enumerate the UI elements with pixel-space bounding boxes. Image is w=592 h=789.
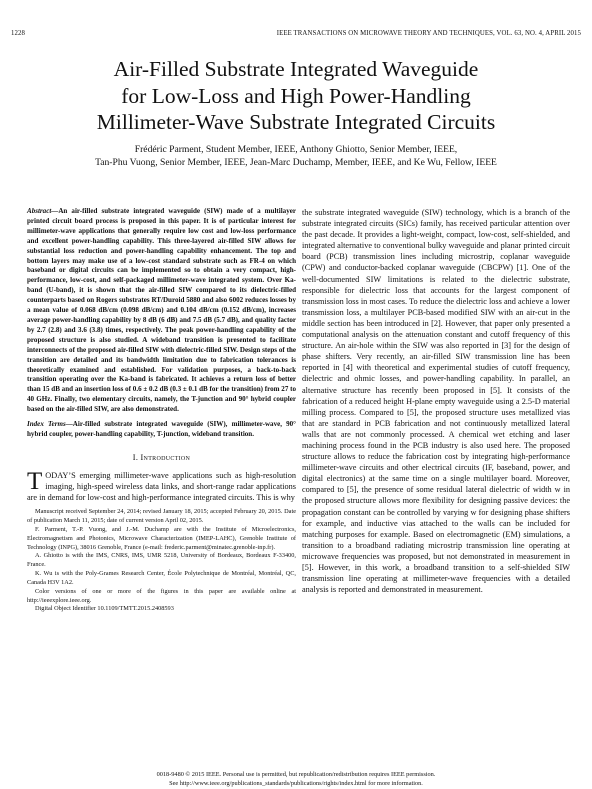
intro-lead: ODAY’S <box>45 470 76 480</box>
journal-name: IEEE TRANSACTIONS ON MICROWAVE THEORY AND TECHNIQUES, VOL. 63, NO. 4, APRIL 2015 <box>276 30 581 37</box>
body-text: the substrate integrated waveguide (SIW) technology, which is a branch of the substrate integrated circuits (SICs) family, has received particular attention over the past decade. It provides a light-weight, compact, low-cost, self-shielded, and integrated alternative to conventional bulky waveguide and planar printed circuit board (PCB) transmission lines including microstrip, coplanar waveguide (CPW) and conductor-backed coplanar waveguide (CBCPW) [1]. One of the well-documented SIW limitations is related to the dielectric substrate, responsible for dielectric loss that accounts for the largest component of transmission loss in most cases. To reduce the dielectric loss and achieve a lower transmission loss, a multilayer PCB-based modified SIW with an air-cut in the middle section has been introduced in [2]. However, that paper only presented a computational analysis on the attenuation constant and cutoff frequency of this structure. An air-hole within the SIW was also reported in [3] for the design of phase shifters. Very recently, an air-filled SIW transmission line has been reported in [4] with theoretical and experimental studies of cutoff frequency, dielectric and ohmic losses, and power-handling capability. In parallel, an alternative structure has recently been proposed in [5]. It consists of the fabrication of a reduced height H-plane empty waveguide using a 2.5-D material milling process. Compared to [5], the proposed structure uses metallized vias that are standard in PCB fabrication and not continuously metallized lateral walls that are not commonly processed. A chemical wet etching and laser machining process found in the PCB industry is also used here. The proposed structure allows to reduce the fabrication cost by integrating high-performance millimeter-wave circuits and other electrical circuits (IF, baseband, power, and digital electronics) at the same time on a single multilayer board. Moreover, compared to [5], the presence of some residual lateral dielectric of width w in the proposed structure allows more flexibility for designing passive devices: the propagation constant can be controlled by varying w for designing phase shifters for example, and inductive vias attached to the walls can be included for matching purposes for example. Based on electromagnetic (EM) simulations, a transition to a broadband radiating microstrip transmission line operating at microwave frequencies was proposed, but not demonstrated in measurement in [5]. However, in this work, a broadband transition to a self-shielded SIW transmission line operating at millimeter-wave frequencies with a detailed analysis is reported and demonstrated in measurement. <box>302 208 570 595</box>
footnote: F. Parment, T.-P. Vuong, and J.-M. Duchamp are with the Institute of Microelectronics, Electromagnetism and Photonics, Microwave Characterization (IMEP-LAHC), Grenoble Institute of Technology (INPG), 38016 Grenoble, France (e-mail: frederic.parment@minatec.grenoble-inp.fr). <box>27 525 296 551</box>
index-terms <box>27 420 296 440</box>
intro-paragraph <box>27 467 296 503</box>
footnote: A. Ghiotto is with the IMS, CNRS, IMS, UMR 5218, University of Bordeaux, Bordeaux F-33400, France. <box>27 552 296 569</box>
footnote: Digital Object Identifier 10.1109/TMTT.2015.2408593 <box>35 605 174 613</box>
section-heading <box>27 453 296 462</box>
title-line: Air-Filled Substrate Integrated Waveguide <box>113 57 479 81</box>
author-line: Frédéric Parment, Student Member, IEEE, Anthony Ghiotto, Senior Member, IEEE, <box>134 144 458 155</box>
title-line: Millimeter-Wave Substrate Integrated Circuits <box>96 110 496 134</box>
footer-line: 0018-9480 © 2015 IEEE. Personal use is permitted, but republication/redistribution requires IEEE permission. <box>156 771 436 778</box>
abstract-text: An air-filled substrate integrated waveguide (SIW) made of a multilayer printed circuit board process is proposed in this paper. It is of particular interest for millimeter-wave applications that generally require low cost and low-loss performance and excellent power-handling capability. This three-layered air-filled SIW allows for substantial loss reduction and power-handling capability enhancement. The top and bottom layers may make use of a low-cost standard substrate such as FR-4 on which baseband or digital circuits can be implemented so to obtain a very compact, high-performance, low-cost, and self-packaged millimeter-wave integrated system. Over Ka-band (U-band), it is shown that the air-filled SIW compared to its dielectric-filled counterparts based on Rogers substrates RT/Duroid 5880 and also 6002 reduces losses by a mean value of 0.068 dB/cm (0.098 dB/cm) and 0.104 dB/cm (0.152 dB/cm), increases average power-handling capability by 8 dB (6 dB) and 7.5 dB (5.7 dB), and quality factor by 2.7 (2.8) and 3.6 (3.8) times, respectively. The peak power-handling capability of the proposed structure is also studied. A wideband transition is presented to facilitate interconnects of the proposed air-filled SIW with dielectric-filled SIW. Design steps of the transition are detailed and its bandwidth limitation due to fabrication tolerances is theoretically examined and established. For validation purposes, a back-to-back transition operating over the Ka-band is fabricated. It achieves a return loss of better than 15 dB and an insertion loss of 0.6 ± 0.2 dB (0.3 ± 0.1 dB for the transition) from 27 to 40 GHz. Finally, two elementary circuits, namely, the T-junction and 90° hybrid coupler based on the air-filled SIW, are also demonstrated. <box>27 207 296 414</box>
footnote: Manuscript received September 24, 2014; revised January 18, 2015; accepted February 20, 2015. Date of publication March 11, 2015; date of current version April 02, 2015. <box>27 508 296 524</box>
index-terms-label: Index Terms— <box>27 420 73 429</box>
running-header <box>11 30 581 37</box>
abstract-label: Abstract— <box>27 207 59 215</box>
left-column <box>27 207 296 614</box>
footnote: K. Wu is with the Poly-Grames Research Center, École Polytechnique de Montréal, Montréal, QC, Canada H3V 1A2. <box>27 570 296 586</box>
section-title: Introduction <box>140 452 191 462</box>
index-terms-text: Air-filled substrate integrated waveguide (SIW), millimeter-wave, 90° hybrid coupler, power-handling capability, T-junction, wideband transition. <box>27 420 296 438</box>
right-column <box>302 207 570 595</box>
section-number: I. <box>132 452 141 462</box>
drop-cap: T <box>27 467 43 495</box>
footer-line: See http://www.ieee.org/publications_standards/publications/rights/index.html for more information. <box>169 779 423 787</box>
author-list <box>20 144 572 169</box>
author-line: Tan-Phu Vuong, Senior Member, IEEE, Jean-Marc Duchamp, Member, IEEE, and Ke Wu, Fellow, IEEE <box>95 156 497 168</box>
title-line: for Low-Loss and High Power-Handling <box>121 83 471 108</box>
copyright-footer <box>40 771 552 788</box>
footnotes <box>27 508 296 614</box>
page-number: 1228 <box>11 30 25 37</box>
intro-text: emerging millimeter-wave applications such as high-resolution imaging, high-speed wireless data links, and short-range radar applications are in demand for low-cost and high-performance integrated circuits. This is why <box>27 470 296 503</box>
footnote: Color versions of one or more of the figures in this paper are available online at http://ieeexplore.ieee.org. <box>27 587 296 604</box>
paper-title <box>0 56 592 136</box>
abstract <box>27 207 296 415</box>
